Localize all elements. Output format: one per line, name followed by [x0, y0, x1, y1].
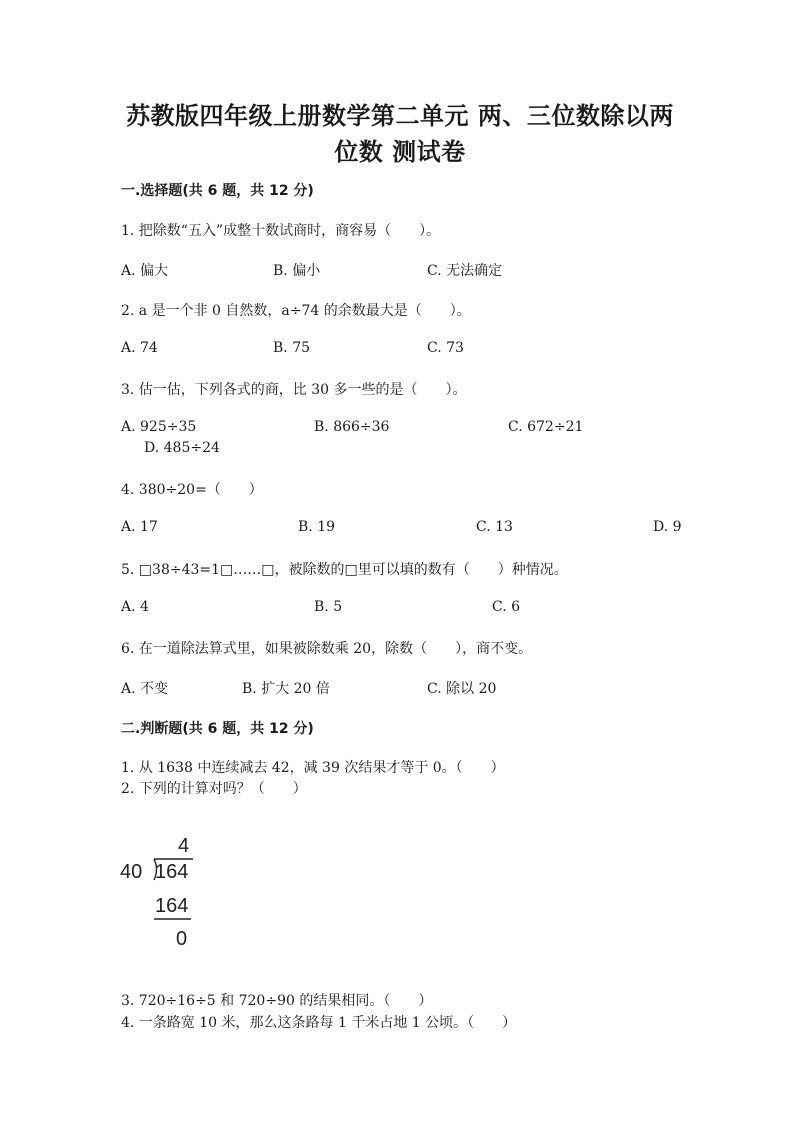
option-5c: C. 6: [492, 599, 521, 615]
option-2c: C. 73: [427, 340, 464, 356]
option-3a: A. 925÷35: [121, 419, 197, 435]
option-3c: C. 672÷21: [508, 419, 584, 435]
option-5a: A. 4: [121, 599, 149, 615]
option-4a: A. 17: [121, 519, 158, 535]
option-2b: B. 75: [273, 340, 311, 356]
judge-item-2: 2. 下列的计算对吗？（ ）: [121, 781, 307, 797]
judge-item-1: 1. 从 1638 中连续减去 42，减 39 次结果才等于 0。（ ）: [121, 760, 505, 776]
option-6a: A. 不变: [121, 681, 169, 697]
option-3b: B. 866÷36: [314, 419, 390, 435]
question-2: 2. a 是一个非 0 自然数，a÷74 的余数最大是（ ）。: [121, 303, 471, 319]
long-division-figure: [118, 830, 208, 955]
question-1: 1. 把除数“五入”成整十数试商时，商容易（ ）。: [121, 223, 441, 239]
option-4d: D. 9: [653, 519, 682, 535]
page-title-line2: 位数 测试卷: [334, 138, 466, 166]
option-3d: D. 485÷24: [144, 440, 220, 456]
option-4b: B. 19: [298, 519, 336, 535]
option-2a: A. 74: [121, 340, 158, 356]
option-1a: A. 偏大: [121, 263, 169, 279]
option-1c: C. 无法确定: [427, 263, 503, 279]
question-4: 4. 380÷20=（ ）: [121, 482, 263, 498]
judge-item-4: 4. 一条路宽 10 米，那么这条路每 1 千米占地 1 公顷。（ ）: [121, 1015, 517, 1031]
section-heading-choice: 一.选择题(共 6 题，共 12 分): [121, 183, 314, 199]
division-remainder: 0: [176, 928, 188, 950]
section-heading-judge: 二.判断题(共 6 题，共 12 分): [121, 721, 314, 737]
judge-item-3: 3. 720÷16÷5 和 720÷90 的结果相同。（ ）: [121, 993, 433, 1009]
option-5b: B. 5: [314, 599, 343, 615]
question-5: 5. □38÷43=1□……□，被除数的□里可以填的数有（ ）种情况。: [121, 562, 568, 578]
question-3: 3. 估一估，下列各式的商，比 30 多一些的是（ ）。: [121, 382, 467, 398]
option-4c: C. 13: [476, 519, 513, 535]
option-1b: B. 偏小: [273, 263, 321, 279]
division-divisor: 40: [120, 861, 143, 883]
division-dividend: 164: [155, 861, 189, 883]
division-product: 164: [155, 895, 189, 917]
option-6b: B. 扩大 20 倍: [242, 681, 330, 697]
option-6c: C. 除以 20: [427, 681, 497, 697]
division-quotient: 4: [178, 835, 190, 857]
question-6: 6. 在一道除法算式里，如果被除数乘 20，除数（ ），商不变。: [121, 641, 533, 657]
page-title-line1: 苏教版四年级上册数学第二单元 两、三位数除以两: [126, 102, 674, 130]
